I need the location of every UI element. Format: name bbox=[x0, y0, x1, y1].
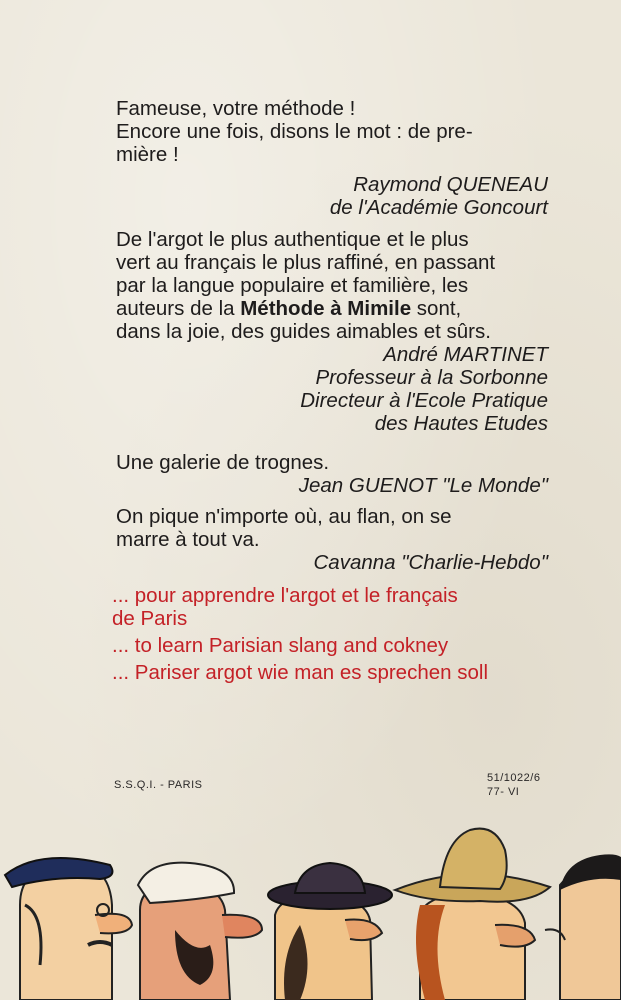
hat-man-figure bbox=[268, 863, 392, 1000]
tagline-de: ... Pariser argot wie man es sprechen soll bbox=[112, 661, 488, 684]
tagline-fr-cont: de Paris bbox=[112, 607, 188, 630]
quote-line: Une galerie de trognes. bbox=[116, 451, 330, 474]
quote-line: vert au français le plus raffiné, en passant bbox=[116, 251, 496, 274]
catalog-code: 51/1022/6 bbox=[487, 772, 541, 784]
quote-line bbox=[116, 297, 548, 320]
quote-line: On pique n'importe où, au flan, on se bbox=[116, 505, 452, 528]
quote-text: sont, bbox=[411, 297, 462, 320]
quote-text: auteurs de la bbox=[116, 297, 241, 320]
quote-martinet bbox=[116, 228, 548, 435]
tagline-fr: ... pour apprendre l'argot et le français bbox=[112, 584, 458, 607]
turban-man-figure bbox=[138, 863, 262, 1000]
quote-affiliation: des Hautes Etudes bbox=[374, 412, 548, 435]
beret-man-figure bbox=[5, 858, 132, 1000]
quote-author: Jean GUENOT "Le Monde" bbox=[298, 474, 548, 497]
quote-line: marre à tout va. bbox=[116, 528, 260, 551]
quote-author: André MARTINET bbox=[383, 343, 548, 366]
quote-queneau bbox=[116, 97, 548, 219]
quote-line: Encore une fois, disons le mot : de pre- bbox=[116, 120, 473, 143]
quote-affiliation: de l'Académie Goncourt bbox=[329, 196, 548, 219]
quote-guenot bbox=[116, 451, 548, 497]
catalog-code-2: 77- VI bbox=[487, 786, 520, 798]
cartoon-heads-illustration bbox=[0, 805, 621, 1000]
quote-line: De l'argot le plus authentique et le plus bbox=[116, 228, 469, 251]
quote-author: Raymond QUENEAU bbox=[353, 173, 548, 196]
quote-line: Fameuse, votre méthode ! bbox=[116, 97, 356, 120]
quote-author: Cavanna "Charlie-Hebdo" bbox=[313, 551, 548, 574]
quote-cavanna bbox=[116, 505, 548, 574]
quote-line: mière ! bbox=[116, 143, 179, 166]
quote-affiliation: Professeur à la Sorbonne bbox=[315, 366, 548, 389]
spiky-hair-man-figure bbox=[545, 854, 621, 1000]
cowboy-man-figure bbox=[395, 829, 550, 1000]
tagline-en: ... to learn Parisian slang and cokney bbox=[112, 634, 449, 657]
quote-line: dans la joie, des guides aimables et sûrs. bbox=[116, 320, 491, 343]
taglines bbox=[112, 584, 552, 684]
quote-affiliation: Directeur à l'Ecole Pratique bbox=[300, 389, 548, 412]
method-title: Méthode à Mimile bbox=[240, 297, 412, 320]
quote-line: par la langue populaire et familière, les bbox=[116, 274, 469, 297]
publisher-label: S.S.Q.I. - PARIS bbox=[114, 779, 203, 791]
